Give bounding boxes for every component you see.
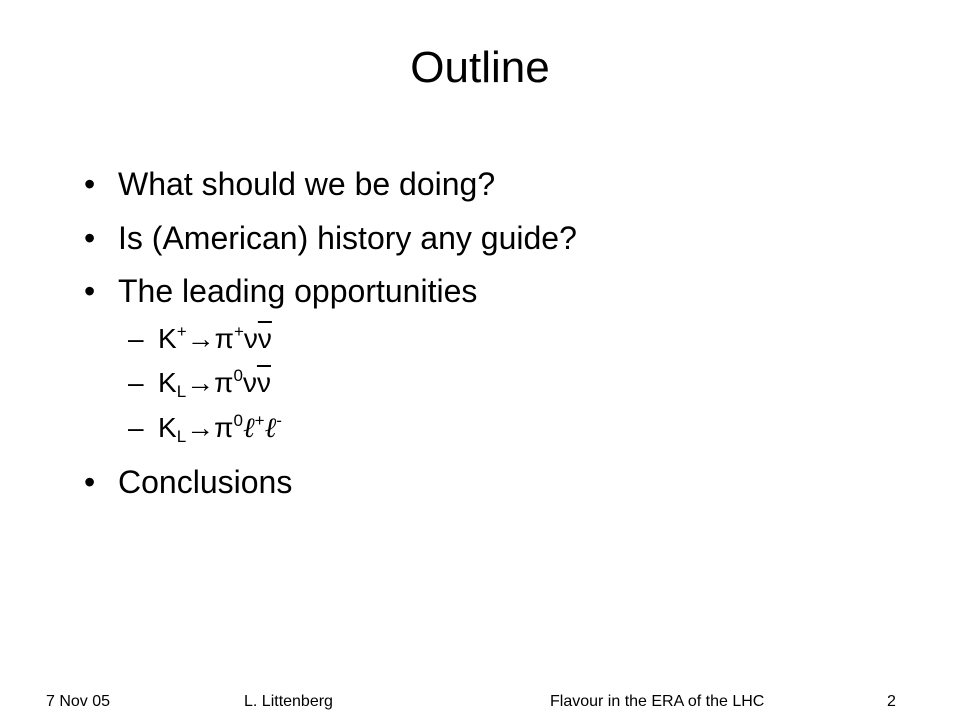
arrow-symbol: → bbox=[186, 323, 215, 354]
pion-symbol: π bbox=[214, 412, 234, 443]
bullet-dot: • bbox=[84, 166, 96, 202]
bullet-dot: • bbox=[84, 273, 96, 309]
kaon-subscript: L bbox=[176, 427, 187, 446]
antineutrino-symbol: $\overline{\nu}$ bbox=[257, 323, 272, 354]
sub-item-decay-kl-ll bbox=[128, 411, 282, 445]
pion-charge: + bbox=[233, 322, 244, 341]
lepton-symbol-2: ℓ bbox=[264, 411, 277, 444]
antineutrino-symbol: $\overline{\nu}$ bbox=[256, 367, 271, 398]
kaon-symbol: K bbox=[158, 323, 177, 354]
footer-author: L. Littenberg bbox=[244, 693, 333, 710]
bullet-dot: • bbox=[84, 220, 96, 256]
footer-date: 7 Nov 05 bbox=[46, 693, 111, 710]
sub-item-decay-kplus bbox=[128, 322, 272, 356]
bullet-text: Is (American) history any guide? bbox=[118, 220, 577, 256]
arrow-symbol: → bbox=[186, 367, 215, 398]
lepton-symbol: ℓ bbox=[242, 411, 255, 444]
pion-symbol: π bbox=[214, 367, 234, 398]
lepton-charge-minus: - bbox=[276, 411, 282, 430]
kaon-charge: + bbox=[176, 322, 187, 341]
sub-item-decay-kl-nunu bbox=[128, 366, 271, 400]
bullet-text: What should we be doing? bbox=[118, 166, 496, 202]
pion-symbol: π bbox=[214, 323, 234, 354]
bullet-dot: • bbox=[84, 464, 96, 500]
pion-charge: 0 bbox=[233, 411, 243, 430]
page-title: Outline bbox=[410, 43, 550, 92]
kaon-symbol: K bbox=[158, 367, 177, 398]
arrow-symbol: → bbox=[186, 412, 215, 443]
page-number: 2 bbox=[887, 693, 896, 710]
bullet-item bbox=[84, 164, 495, 204]
pion-charge: 0 bbox=[233, 366, 243, 385]
bullet-item bbox=[84, 218, 577, 258]
kaon-subscript: L bbox=[176, 382, 187, 401]
footer-event: Flavour in the ERA of the LHC bbox=[550, 693, 765, 710]
lepton-charge-plus: + bbox=[254, 411, 265, 430]
sub-dash: – bbox=[128, 412, 144, 443]
kaon-symbol: K bbox=[158, 412, 177, 443]
sub-dash: – bbox=[128, 323, 144, 354]
bullet-text: The leading opportunities bbox=[118, 273, 478, 309]
bullet-text: Conclusions bbox=[118, 464, 293, 500]
neutrino-symbol: ν bbox=[243, 323, 258, 354]
bullet-item bbox=[84, 462, 292, 502]
neutrino-symbol: ν bbox=[242, 367, 257, 398]
sub-dash: – bbox=[128, 367, 144, 398]
bullet-item bbox=[84, 271, 477, 311]
